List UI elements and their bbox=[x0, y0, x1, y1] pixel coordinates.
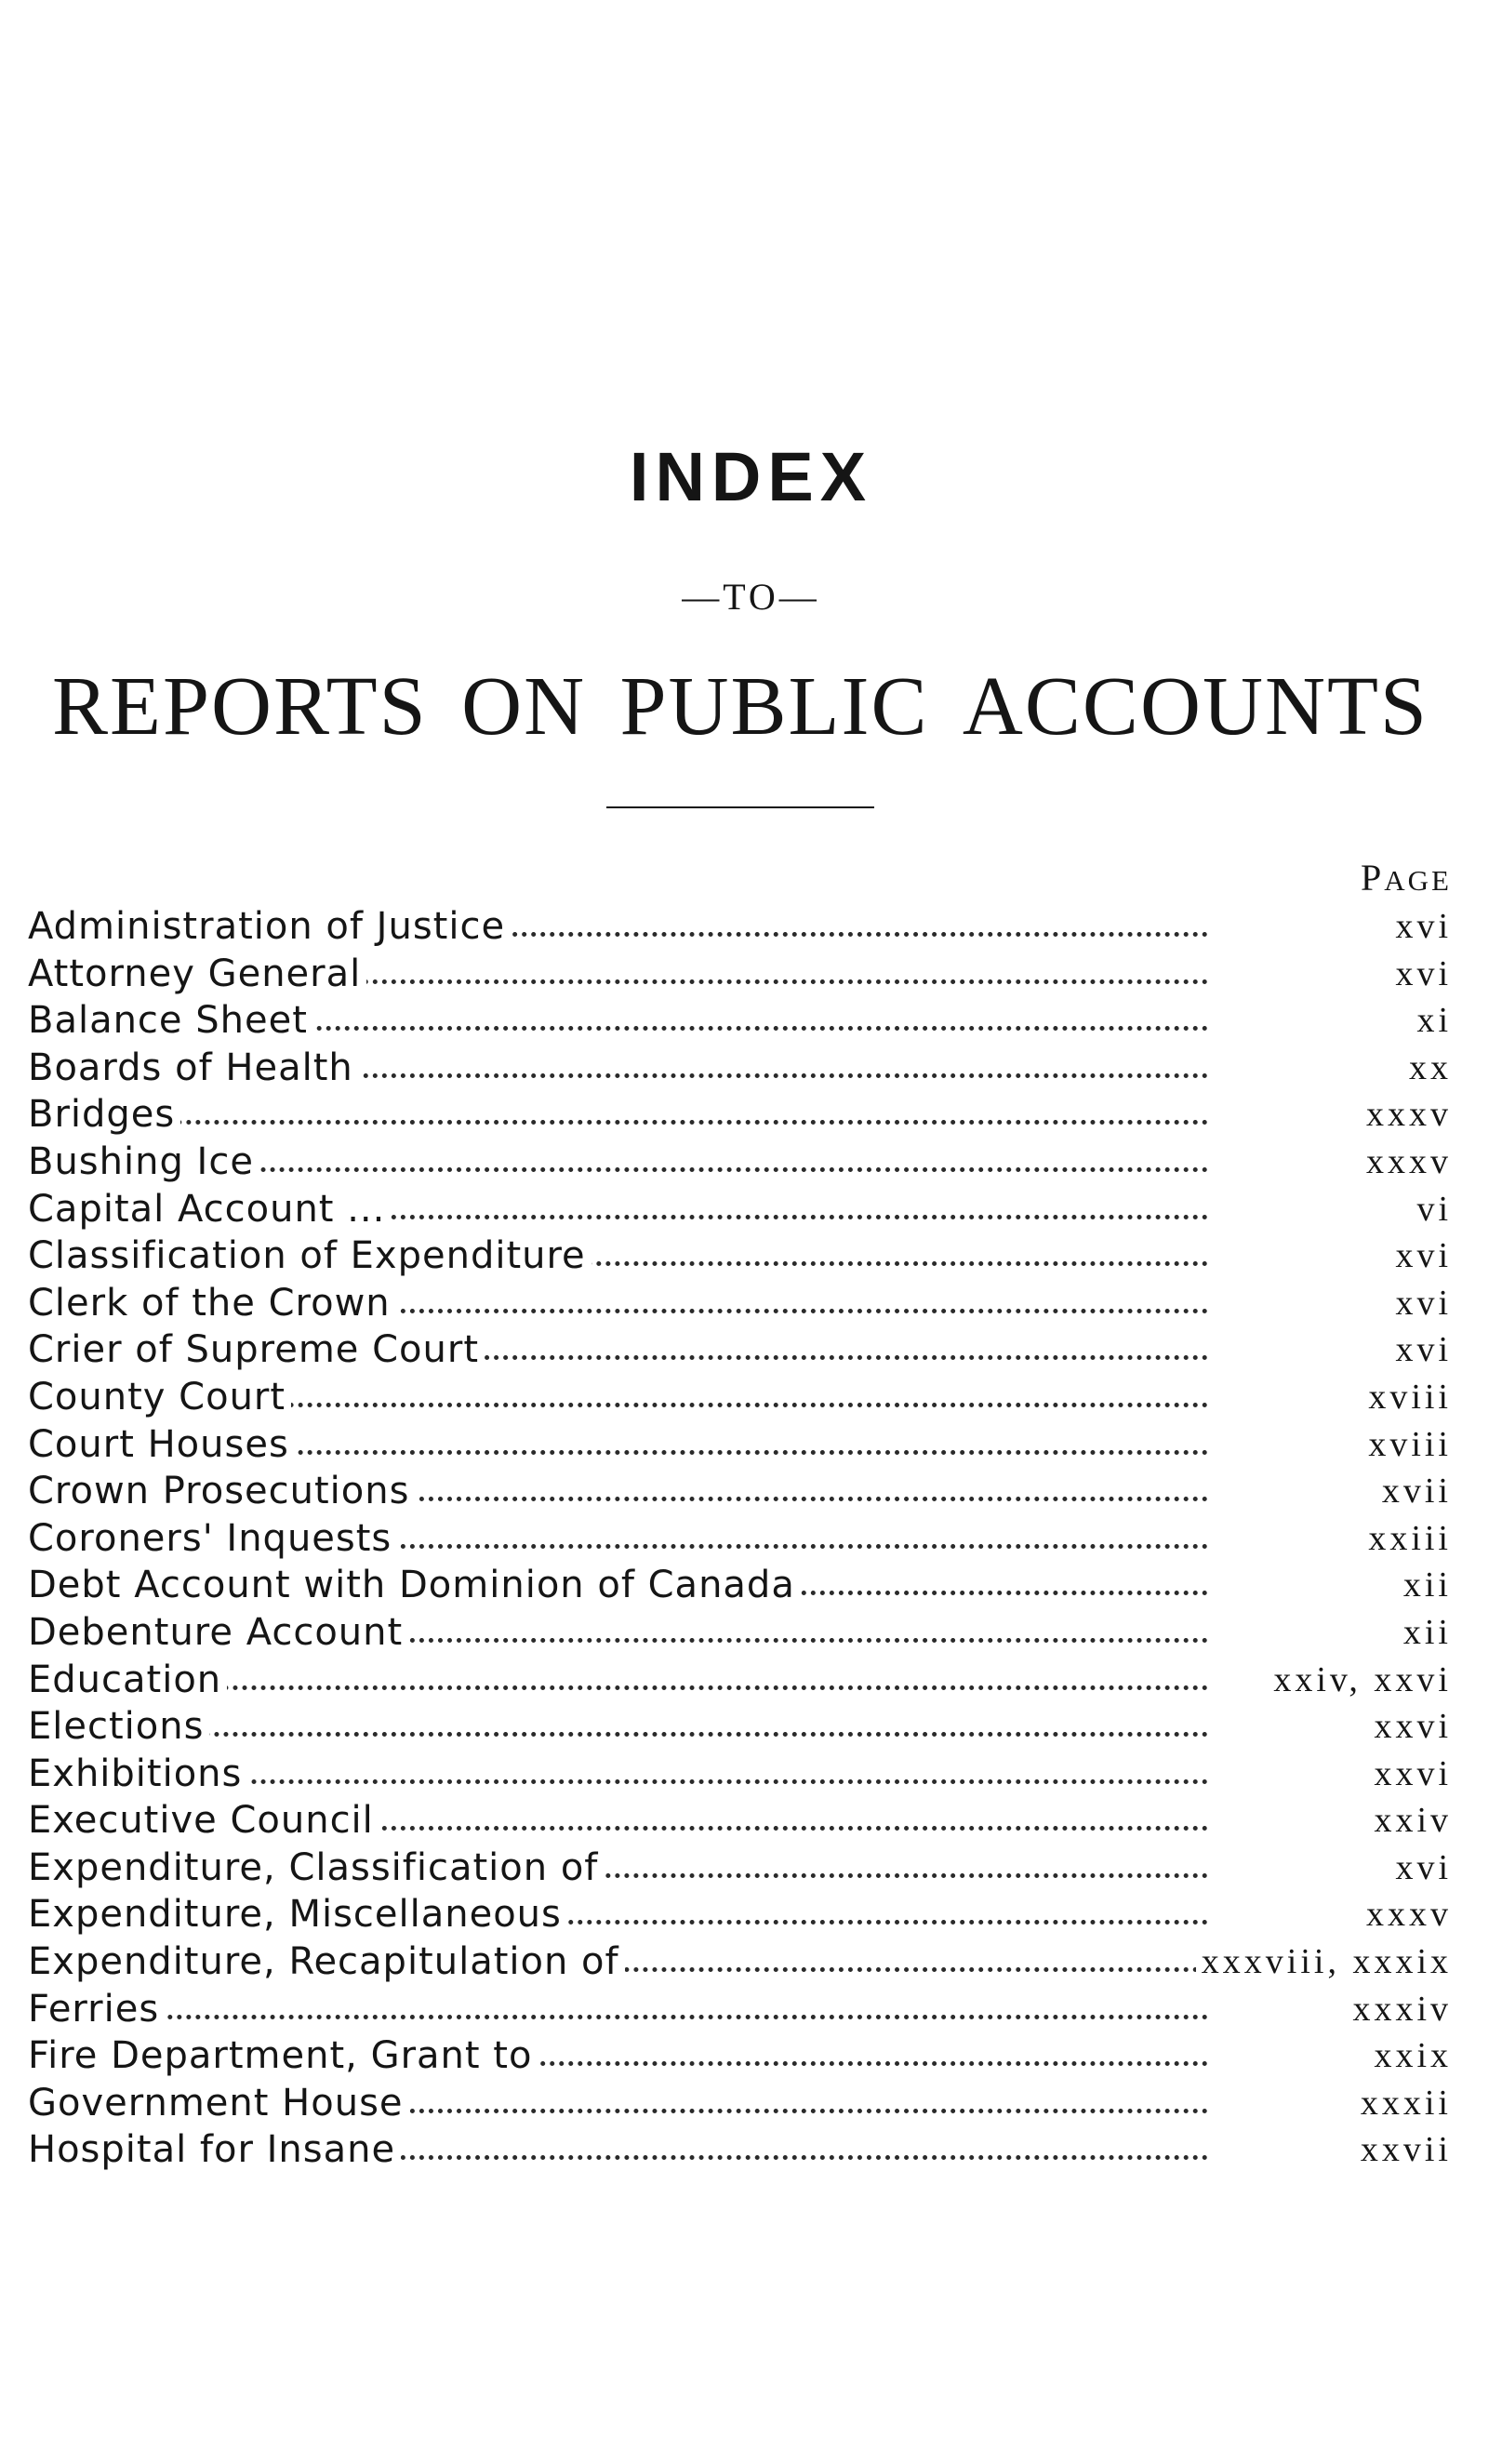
reports-title-word: ACCOUNTS bbox=[962, 660, 1429, 753]
entry-label: Debenture Account bbox=[28, 1609, 408, 1657]
index-entry bbox=[28, 1703, 1452, 1751]
index-entry bbox=[28, 1232, 1452, 1280]
entry-label: Debt Account with Dominion of Canada bbox=[28, 1562, 801, 1609]
index-entry bbox=[28, 1139, 1452, 1186]
entry-label: Court Houses bbox=[28, 1421, 295, 1469]
page-column-heading bbox=[1283, 856, 1452, 899]
reports-title bbox=[52, 659, 1429, 754]
entry-page-ref: xxiv bbox=[1368, 1797, 1452, 1845]
index-entry bbox=[28, 1609, 1452, 1657]
title-divider bbox=[606, 806, 874, 808]
entry-label: Classification of Expenditure bbox=[28, 1232, 591, 1280]
entry-label: Education bbox=[28, 1657, 227, 1704]
entry-page-ref: xii bbox=[1398, 1609, 1452, 1657]
page-heading-initial: P bbox=[1361, 857, 1385, 899]
entry-page-ref: xviii bbox=[1362, 1421, 1452, 1469]
entry-label: Exhibitions bbox=[28, 1751, 247, 1798]
index-entry bbox=[28, 1845, 1452, 1892]
index-entry bbox=[28, 1045, 1452, 1092]
entry-page-ref: xxxii bbox=[1355, 2080, 1452, 2127]
entry-label: Capital Account ... bbox=[28, 1186, 391, 1233]
entry-label: Boards of Health bbox=[28, 1045, 359, 1092]
entry-label: County Court bbox=[28, 1374, 291, 1421]
entry-label: Bushing Ice bbox=[28, 1139, 259, 1186]
entry-label: Bridges bbox=[28, 1091, 180, 1139]
index-entry bbox=[28, 1374, 1452, 1421]
entry-page-ref: xviii bbox=[1362, 1374, 1452, 1421]
entry-page-ref: xi bbox=[1411, 997, 1452, 1045]
index-entry bbox=[28, 1797, 1452, 1845]
page-heading-rest: AGE bbox=[1384, 864, 1452, 897]
entry-page-ref: xxxviii, xxxix bbox=[1196, 1938, 1452, 1986]
entry-page-ref: xxxv bbox=[1361, 1891, 1452, 1938]
index-entry bbox=[28, 1562, 1452, 1609]
entry-page-ref: xvi bbox=[1389, 903, 1452, 951]
entry-label: Balance Sheet bbox=[28, 997, 313, 1045]
entry-page-ref: xvii bbox=[1376, 1468, 1452, 1515]
entry-page-ref: xvi bbox=[1389, 951, 1452, 998]
to-connector: —TO— bbox=[682, 576, 820, 618]
entry-label: Executive Council bbox=[28, 1797, 379, 1845]
index-entry bbox=[28, 951, 1452, 998]
index-entry bbox=[28, 1515, 1452, 1563]
index-entry bbox=[28, 2080, 1452, 2127]
entry-page-ref: xxxv bbox=[1361, 1139, 1452, 1186]
index-entry bbox=[28, 1186, 1452, 1233]
entry-page-ref: xii bbox=[1398, 1562, 1452, 1609]
entry-label: Hospital for Insane bbox=[28, 2126, 401, 2174]
entry-page-ref: xxvii bbox=[1355, 2126, 1452, 2174]
entry-label: Crier of Supreme Court bbox=[28, 1326, 485, 1374]
dot-leader bbox=[28, 1120, 1208, 1125]
entry-page-ref: xxix bbox=[1368, 2032, 1452, 2080]
entry-page-ref: xxxiv bbox=[1347, 1986, 1452, 2033]
entry-page-ref: xxvi bbox=[1368, 1751, 1452, 1798]
reports-title-word: PUBLIC bbox=[619, 660, 929, 753]
index-entry bbox=[28, 1091, 1452, 1139]
reports-title-word: REPORTS bbox=[52, 660, 428, 753]
entry-page-ref: xxvi bbox=[1368, 1703, 1452, 1751]
entry-label: Coroners' Inquests bbox=[28, 1515, 397, 1563]
entry-label: Fire Department, Grant to bbox=[28, 2032, 538, 2080]
entry-page-ref: xxiv, xxvi bbox=[1268, 1657, 1452, 1704]
entry-label: Expenditure, Recapitulation of bbox=[28, 1938, 625, 1986]
entry-page-ref: xvi bbox=[1389, 1326, 1452, 1374]
entry-label: Clerk of the Crown bbox=[28, 1280, 396, 1327]
entry-label: Crown Prosecutions bbox=[28, 1468, 415, 1515]
index-entry bbox=[28, 1657, 1452, 1704]
index-entry bbox=[28, 1280, 1452, 1327]
entry-label: Administration of Justice bbox=[28, 903, 511, 951]
index-title: INDEX bbox=[629, 438, 873, 515]
index-entry bbox=[28, 1891, 1452, 1938]
entry-label: Government House bbox=[28, 2080, 409, 2127]
index-entry bbox=[28, 1751, 1452, 1798]
reports-title-word: ON bbox=[461, 660, 587, 753]
index-entry bbox=[28, 903, 1452, 951]
entry-label: Expenditure, Miscellaneous bbox=[28, 1891, 567, 1938]
entry-label: Expenditure, Classification of bbox=[28, 1845, 604, 1892]
entry-page-ref: vi bbox=[1411, 1186, 1452, 1233]
dot-leader bbox=[28, 2015, 1208, 2019]
entry-page-ref: xxxv bbox=[1361, 1091, 1452, 1139]
index-entry bbox=[28, 1421, 1452, 1469]
entry-page-ref: xvi bbox=[1389, 1280, 1452, 1327]
entry-label: Elections bbox=[28, 1703, 209, 1751]
index-entry bbox=[28, 1986, 1452, 2033]
index-entry bbox=[28, 2032, 1452, 2080]
index-entry bbox=[28, 1938, 1452, 1986]
index-entry bbox=[28, 2126, 1452, 2174]
entry-label: Attorney General bbox=[28, 951, 366, 998]
entry-page-ref: xx bbox=[1403, 1045, 1452, 1092]
index-entry bbox=[28, 1468, 1452, 1515]
index-entry bbox=[28, 1326, 1452, 1374]
index-entries bbox=[28, 903, 1452, 2174]
index-entry bbox=[28, 997, 1452, 1045]
entry-page-ref: xvi bbox=[1389, 1845, 1452, 1892]
entry-page-ref: xxiii bbox=[1362, 1515, 1452, 1563]
entry-label: Ferries bbox=[28, 1986, 165, 2033]
entry-page-ref: xvi bbox=[1389, 1232, 1452, 1280]
